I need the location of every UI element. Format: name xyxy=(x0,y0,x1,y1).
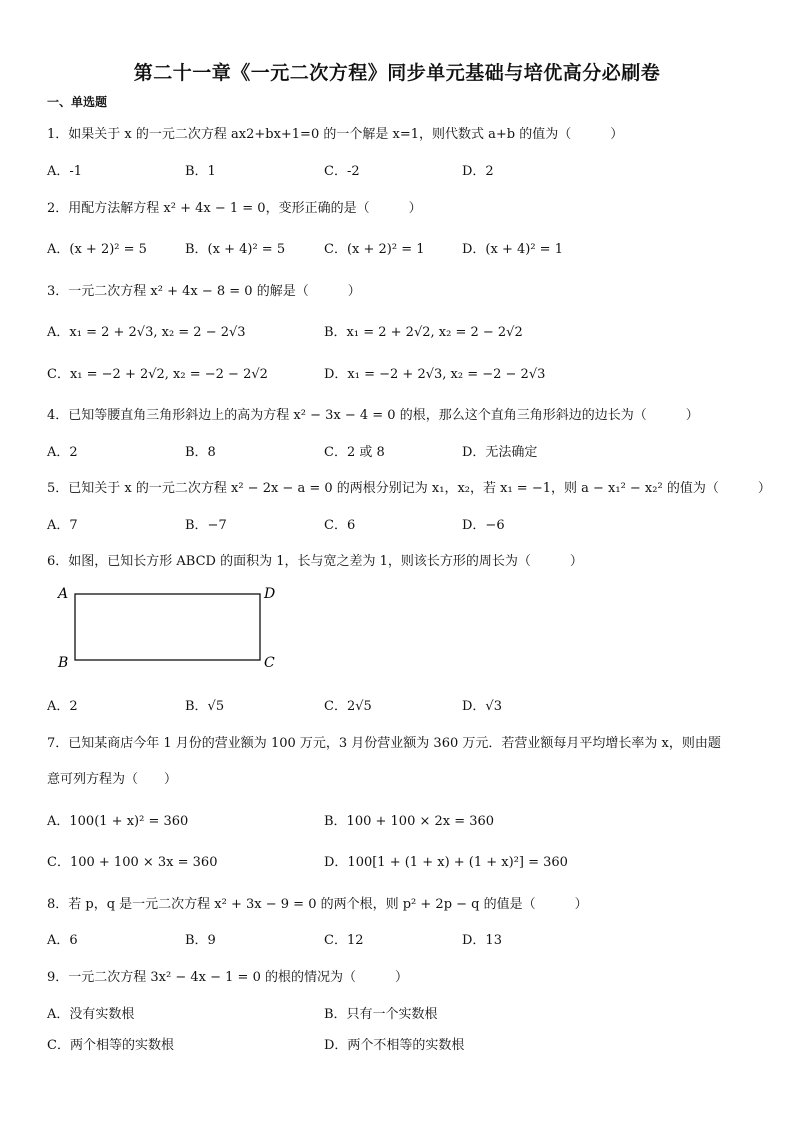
question-3-option-c[interactable]: C．x₁ = −2 + 2√2, x₂ = −2 − 2√2 xyxy=(47,367,268,382)
question-3-option-b[interactable]: B．x₁ = 2 + 2√2, x₂ = 2 − 2√2 xyxy=(324,325,523,340)
question-5-option-b[interactable]: B．−7 xyxy=(185,518,227,533)
question-8-option-b[interactable]: B．9 xyxy=(185,933,216,948)
question-7-option-a[interactable]: A．100(1 + x)² = 360 xyxy=(47,814,189,829)
question-7-option-b[interactable]: B．100 + 100 × 2x = 360 xyxy=(324,814,495,829)
question-8-stem: 8．若 p，q 是一元二次方程 x² + 3x − 9 = 0 的两个根，则 p² + 2p − q 的值是（ ） xyxy=(47,897,588,912)
question-2-stem: 2．用配方法解方程 x² + 4x − 1 = 0，变形正确的是（ ） xyxy=(47,201,422,216)
question-9-stem: 9．一元二次方程 3x² − 4x − 1 = 0 的根的情况为（ ） xyxy=(47,970,408,985)
vertex-label-b: B xyxy=(58,655,69,671)
question-7-option-d[interactable]: D．100[1 + (1 + x) + (1 + x)²] = 360 xyxy=(324,855,568,870)
question-2-option-d[interactable]: D．(x + 4)² = 1 xyxy=(462,242,563,257)
question-5-option-a[interactable]: A．7 xyxy=(47,518,78,533)
question-1-option-a[interactable]: A．-1 xyxy=(47,164,83,179)
question-9-option-d[interactable]: D．两个不相等的实数根 xyxy=(324,1038,465,1053)
question-5-option-c[interactable]: C．6 xyxy=(324,518,356,533)
question-7-option-c[interactable]: C．100 + 100 × 3x = 360 xyxy=(47,855,218,870)
question-9-option-a[interactable]: A．没有实数根 xyxy=(47,1007,135,1022)
question-8-option-d[interactable]: D．13 xyxy=(462,933,502,948)
question-3-option-d[interactable]: D．x₁ = −2 + 2√3, x₂ = −2 − 2√3 xyxy=(324,367,546,382)
vertex-label-c: C xyxy=(264,655,275,671)
question-6-option-a[interactable]: A．2 xyxy=(47,699,78,714)
question-9-option-b[interactable]: B．只有一个实数根 xyxy=(324,1007,438,1022)
question-8-option-c[interactable]: C．12 xyxy=(324,933,364,948)
question-5-stem: 5．已知关于 x 的一元二次方程 x² − 2x − a = 0 的两根分别记为 x₁，x₂，若 x₁ = −1，则 a − x₁² − x₂² 的值为（ ） xyxy=(47,481,771,496)
question-4-option-c[interactable]: C．2 或 8 xyxy=(324,445,385,460)
question-2-option-a[interactable]: A．(x + 2)² = 5 xyxy=(47,242,147,257)
section-heading: 一、单选题 xyxy=(47,95,108,109)
question-1-option-d[interactable]: D．2 xyxy=(462,164,494,179)
vertex-label-d: D xyxy=(264,586,276,602)
question-5-option-d[interactable]: D．−6 xyxy=(462,518,505,533)
question-4-option-a[interactable]: A．2 xyxy=(47,445,78,460)
question-8-option-a[interactable]: A．6 xyxy=(47,933,78,948)
question-1-stem: 1．如果关于 x 的一元二次方程 ax2+bx+1=0 的一个解是 x=1，则代数式 a+b 的值为（ ） xyxy=(47,127,624,142)
question-6-option-b[interactable]: B．√5 xyxy=(185,699,225,714)
question-3-option-a[interactable]: A．x₁ = 2 + 2√3, x₂ = 2 − 2√3 xyxy=(47,325,246,340)
question-7-stem-continued: 意可列方程为（ ） xyxy=(47,772,178,787)
vertex-label-a: A xyxy=(58,586,69,602)
question-3-stem: 3．一元二次方程 x² + 4x − 8 = 0 的解是（ ） xyxy=(47,284,361,299)
rectangle-abcd-figure xyxy=(50,585,290,675)
question-4-option-d[interactable]: D．无法确定 xyxy=(462,445,538,460)
question-4-stem: 4．已知等腰直角三角形斜边上的高为方程 x² − 3x − 4 = 0 的根，那么这个直角三角形斜边的边长为（ ） xyxy=(47,408,699,423)
page-title: 第二十一章《一元二次方程》同步单元基础与培优高分必刷卷 xyxy=(133,62,661,84)
question-2-option-b[interactable]: B．(x + 4)² = 5 xyxy=(185,242,286,257)
question-1-option-c[interactable]: C．-2 xyxy=(324,164,360,179)
question-7-stem: 7．已知某商店今年 1 月份的营业额为 100 万元，3 月份营业额为 360 万元．若营业额每月平均增长率为 x，则由题 xyxy=(47,736,721,751)
question-9-option-c[interactable]: C．两个相等的实数根 xyxy=(47,1038,174,1053)
question-6-option-c[interactable]: C．2√5 xyxy=(324,699,372,714)
question-4-option-b[interactable]: B．8 xyxy=(185,445,216,460)
question-1-option-b[interactable]: B．1 xyxy=(185,164,216,179)
question-6-option-d[interactable]: D．√3 xyxy=(462,699,502,714)
rectangle-shape xyxy=(75,594,260,660)
question-6-stem: 6．如图，已知长方形 ABCD 的面积为 1，长与宽之差为 1，则该长方形的周长为（ ） xyxy=(47,554,583,569)
question-2-option-c[interactable]: C．(x + 2)² = 1 xyxy=(324,242,425,257)
